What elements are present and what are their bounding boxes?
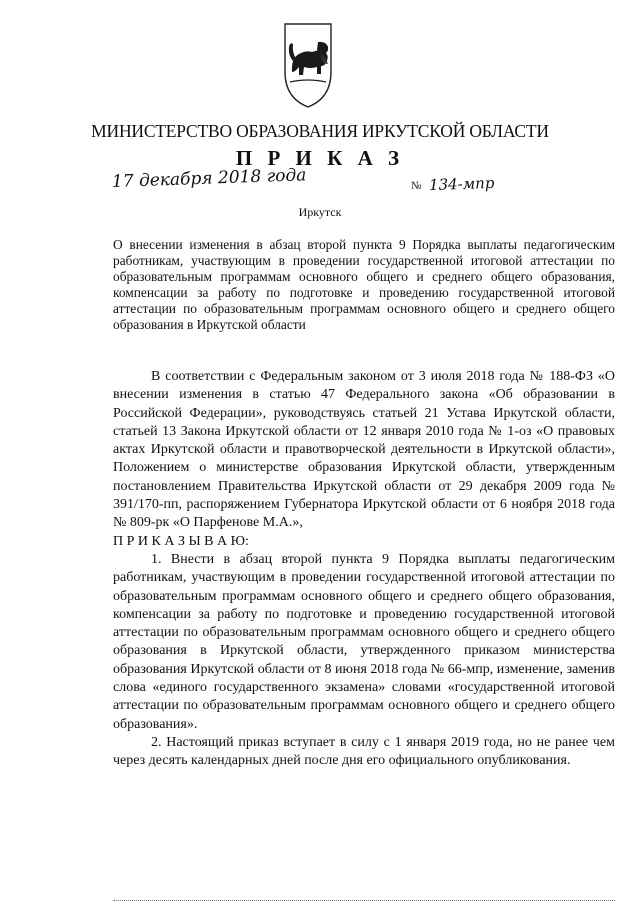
order-number <box>411 175 494 194</box>
page-bottom-edge <box>113 900 615 901</box>
order-number-handwritten: 134-мпр <box>428 173 495 195</box>
preamble-paragraph: В соответствии с Федеральным законом от 3 июля 2018 года № 188-ФЗ «О внесении изменения в статью 47 Федерального закона «Об образовании в Российской Федерации», руководствуясь статьей 21 Устава Иркутской области, статьей 13 Закона Иркутской области от 12 января 2010 года № 1-оз «О правовых актах Иркутской области и правотворческой деятельности в Иркутской области», Положением о министерстве образования Иркутской области, утвержденным постановлением Правительства Иркутской области от 29 декабря 2009 года № 391/170-пп, распоряжением Губернатора Иркутской области от 6 ноября 2018 года № 809-рк «О Парфенове М.А.», <box>113 369 615 531</box>
order-subject: О внесении изменения в абзац второй пункта 9 Порядка выплаты педагогическим работникам, участвующим в проведении государственной итоговой аттестации по образовательным программам основного общего и среднего общего образования, компенсации за работу по подготовке и проведению государственной итоговой аттестации по образовательным программам основного общего и среднего общего образования в Иркутской области <box>113 237 615 332</box>
ministry-name: МИНИСТЕРСТВО ОБРАЗОВАНИЯ ИРКУТСКОЙ ОБЛАСТИ <box>91 121 549 141</box>
number-sign: № <box>411 180 422 192</box>
coat-of-arms-icon <box>282 14 334 110</box>
city-name: Иркутск <box>298 205 342 219</box>
item-2-paragraph: 2. Настоящий приказ вступает в силу с 1 января 2019 года, но не ранее чем через десять календарных дней после дня его официального опубликования. <box>113 734 615 769</box>
document-title: П Р И К А З <box>235 146 405 170</box>
order-date-handwritten: 17 декабря 2018 года <box>111 165 307 192</box>
prikazyvayu-heading: П Р И К А З Ы В А Ю: <box>113 533 249 549</box>
item-1-paragraph: 1. Внести в абзац второй пункта 9 Порядка выплаты педагогическим работникам, участвующим в проведении государственной итоговой аттестации по образовательным программам основного общего и среднего общего образования, компенсации за работу по подготовке и проведению государственной итоговой аттестации по образовательным программам основного общего и среднего общего образования в Иркутской области, утвержденного приказом министерства образования Иркутской области от 8 июня 2018 года № 66-мпр, изменение, заменив слова «единого государственного экзамена» словами «государственной итоговой аттестации по образовательным программам основного общего и среднего общего образования». <box>113 551 615 732</box>
order-body <box>113 368 615 771</box>
